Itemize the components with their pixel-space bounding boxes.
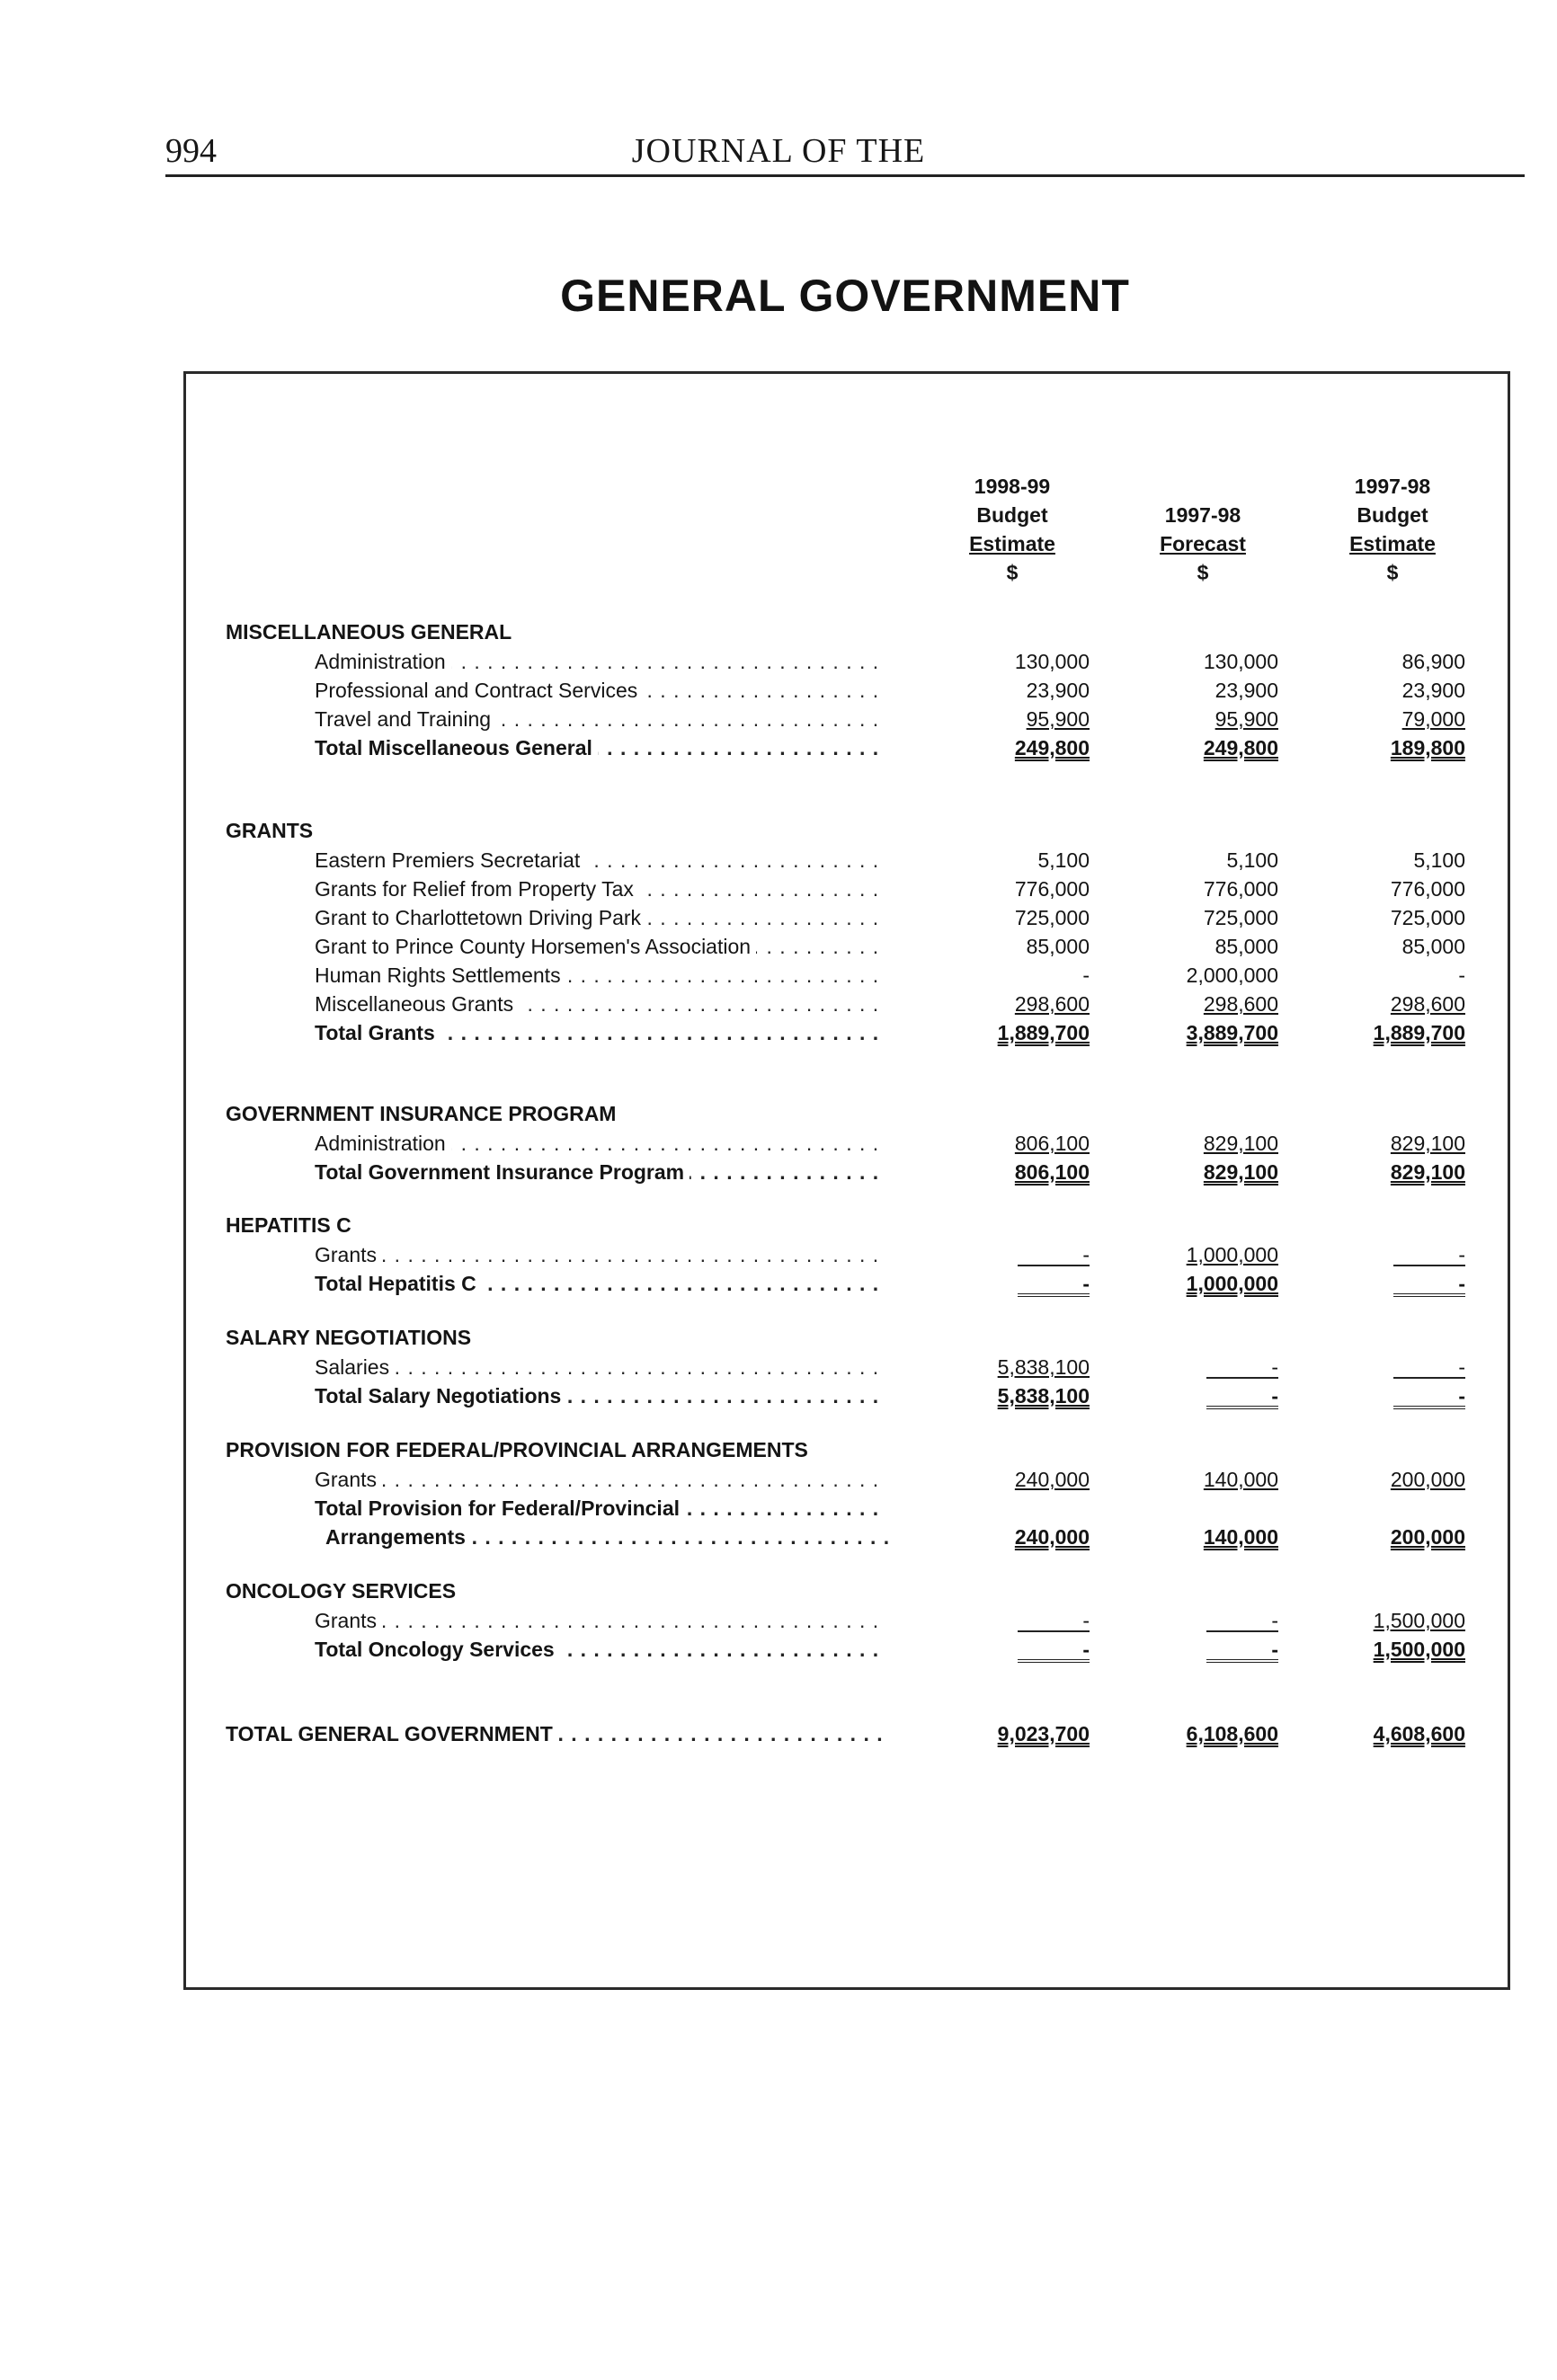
nil-dash: -: [1393, 1386, 1465, 1409]
table-row: [0, 1130, 1557, 1159]
section-heading: MISCELLANEOUS GENERAL: [226, 620, 512, 644]
cell-value: 1,889,700: [1373, 1021, 1465, 1044]
row-label: Administration . . .: [315, 1130, 885, 1157]
cell-value: 806,100: [1014, 1160, 1090, 1184]
cell-value: 130,000: [1014, 650, 1090, 673]
row-label: Arrangements . . .: [325, 1523, 896, 1550]
page-number: 994: [165, 132, 217, 170]
col3-line2: Budget: [1357, 503, 1428, 527]
row-label: Total Provision for Federal/Provincial . . .: [315, 1495, 885, 1522]
nil-dash: -: [1393, 1245, 1465, 1266]
cell-value: 5,100: [1226, 848, 1278, 872]
column-header-1997-98-forecast: [1104, 501, 1302, 587]
cell-value: 23,900: [1214, 679, 1278, 702]
grand-total-value: 6,108,600: [1186, 1722, 1278, 1745]
cell-value: 240,000: [1014, 1525, 1090, 1549]
cell-value: 3,889,700: [1186, 1021, 1278, 1044]
cell-value: 1,500,000: [1373, 1638, 1465, 1661]
running-head: JOURNAL OF THE: [631, 132, 926, 170]
col3-line1: 1997-98: [1354, 475, 1431, 498]
cell-value: [928, 1607, 1090, 1634]
cell-value: 240,000: [1014, 1468, 1090, 1491]
table-row-total-label-line1: [0, 1495, 1557, 1523]
cell-value: 2,000,000: [1186, 964, 1278, 987]
col1-unit: $: [1006, 561, 1019, 584]
cell-value: 95,900: [1026, 707, 1090, 731]
nil-dash: -: [1018, 1611, 1090, 1632]
table-row: [0, 1241, 1557, 1270]
cell-value: 776,000: [1390, 877, 1465, 901]
table-row: [0, 875, 1557, 904]
section-heading: ONCOLOGY SERVICES: [226, 1579, 457, 1603]
cell-value: [1303, 1270, 1465, 1297]
col3-unit: $: [1386, 561, 1399, 584]
cell-value: 1,500,000: [1373, 1609, 1465, 1632]
section-heading: GRANTS: [226, 819, 314, 842]
row-label: Grant to Prince County Horsemen's Association . . .: [315, 933, 885, 960]
cell-value: 725,000: [1390, 906, 1465, 929]
table-row-total: [0, 734, 1557, 763]
cell-value: 200,000: [1390, 1468, 1465, 1491]
cell-value: 189,800: [1390, 736, 1465, 759]
cell-value: 79,000: [1401, 707, 1465, 731]
table-row: [0, 904, 1557, 933]
table-row: [0, 648, 1557, 677]
cell-value: 23,900: [1026, 679, 1090, 702]
cell-value: 725,000: [1203, 906, 1278, 929]
row-label: Grants . . .: [315, 1466, 885, 1493]
table-row-total: [0, 1019, 1557, 1048]
row-label: Professional and Contract Services . . .: [315, 677, 885, 704]
cell-value: -: [1458, 964, 1465, 987]
col2-line2: 1997-98: [1164, 503, 1241, 527]
cell-value: 806,100: [1014, 1132, 1090, 1155]
cell-value: 829,100: [1203, 1132, 1278, 1155]
cell-value: 86,900: [1401, 650, 1465, 673]
row-label: Total Oncology Services . . .: [315, 1636, 885, 1663]
cell-value: [928, 1270, 1090, 1297]
table-row-total: [0, 1159, 1557, 1187]
cell-value: 85,000: [1214, 935, 1278, 958]
cell-value: [1117, 1607, 1278, 1634]
cell-value: [928, 1241, 1090, 1268]
col2-line3: Forecast: [1160, 532, 1246, 555]
col1-line2: Budget: [976, 503, 1048, 527]
cell-value: 298,600: [1390, 992, 1465, 1016]
grand-total-value: 9,023,700: [997, 1722, 1090, 1745]
cell-value: 5,100: [1413, 848, 1465, 872]
table-row-total: [0, 1523, 1557, 1552]
cell-value: 1,889,700: [997, 1021, 1090, 1044]
cell-value: 249,800: [1203, 736, 1278, 759]
grand-total-label: TOTAL GENERAL GOVERNMENT . . .: [226, 1720, 885, 1747]
row-label: Grant to Charlottetown Driving Park . . .: [315, 904, 885, 931]
table-row: [0, 1607, 1557, 1636]
section-heading: HEPATITIS C: [226, 1213, 351, 1237]
cell-value: 200,000: [1390, 1525, 1465, 1549]
section-heading: SALARY NEGOTIATIONS: [226, 1326, 472, 1349]
table-row-total: [0, 1270, 1557, 1299]
cell-value: [1303, 1241, 1465, 1268]
cell-value: 829,100: [1390, 1160, 1465, 1184]
cell-value: 829,100: [1203, 1160, 1278, 1184]
cell-value: [1117, 1354, 1278, 1381]
row-label: Miscellaneous Grants . . .: [315, 990, 885, 1017]
cell-value: 130,000: [1203, 650, 1278, 673]
cell-value: [1117, 1636, 1278, 1663]
cell-value: 1,000,000: [1186, 1272, 1278, 1295]
cell-value: 829,100: [1390, 1132, 1465, 1155]
column-header-1998-99-estimate: [913, 472, 1111, 587]
table-row: [0, 677, 1557, 706]
section-heading: PROVISION FOR FEDERAL/PROVINCIAL ARRANGEMENTS: [226, 1438, 808, 1461]
cell-value: 5,838,100: [997, 1384, 1090, 1408]
nil-dash: -: [1018, 1274, 1090, 1297]
nil-dash: -: [1206, 1357, 1278, 1379]
cell-value: 249,800: [1014, 736, 1090, 759]
nil-dash: -: [1018, 1639, 1090, 1663]
column-header-1997-98-estimate: [1294, 472, 1491, 587]
table-row: [0, 1354, 1557, 1382]
row-label: Grants . . .: [315, 1607, 885, 1634]
row-label: Travel and Training . . .: [315, 706, 885, 733]
cell-value: [1117, 1382, 1278, 1409]
cell-value: 140,000: [1203, 1468, 1278, 1491]
table-row: [0, 1466, 1557, 1495]
nil-dash: -: [1393, 1274, 1465, 1297]
cell-value: 725,000: [1014, 906, 1090, 929]
table-row: [0, 962, 1557, 990]
cell-value: 5,838,100: [997, 1355, 1090, 1379]
grand-total-value: 4,608,600: [1373, 1722, 1465, 1745]
cell-value: [1303, 1354, 1465, 1381]
nil-dash: -: [1393, 1357, 1465, 1379]
cell-value: 298,600: [1014, 992, 1090, 1016]
cell-value: 5,100: [1037, 848, 1090, 872]
nil-dash: -: [1018, 1245, 1090, 1266]
col1-line3: Estimate: [969, 532, 1055, 555]
cell-value: 298,600: [1203, 992, 1278, 1016]
col1-line1: 1998-99: [974, 475, 1051, 498]
row-label: Total Hepatitis C . . .: [315, 1270, 885, 1297]
row-label: Total Miscellaneous General . . .: [315, 734, 885, 761]
row-label: Total Government Insurance Program . . .: [315, 1159, 885, 1186]
cell-value: 85,000: [1026, 935, 1090, 958]
page-title: GENERAL GOVERNMENT: [560, 271, 1130, 321]
row-label: Human Rights Settlements . . .: [315, 962, 885, 989]
row-label: Administration . . .: [315, 648, 885, 675]
nil-dash: -: [1206, 1611, 1278, 1632]
cell-value: [1303, 1382, 1465, 1409]
cell-value: 140,000: [1203, 1525, 1278, 1549]
cell-value: 776,000: [1014, 877, 1090, 901]
table-row: [0, 706, 1557, 734]
nil-dash: -: [1206, 1639, 1278, 1663]
header-rule: [165, 174, 1525, 177]
row-label: Eastern Premiers Secretariat . . .: [315, 847, 885, 874]
row-label: Salaries . . .: [315, 1354, 885, 1381]
row-label: Total Grants . . .: [315, 1019, 885, 1046]
section-heading: GOVERNMENT INSURANCE PROGRAM: [226, 1102, 617, 1125]
cell-value: 95,900: [1214, 707, 1278, 731]
cell-value: 1,000,000: [1186, 1243, 1278, 1266]
table-row: [0, 990, 1557, 1019]
grand-total-row: [0, 1720, 1557, 1749]
cell-value: 23,900: [1401, 679, 1465, 702]
table-row: [0, 933, 1557, 962]
nil-dash: -: [1206, 1386, 1278, 1409]
row-label: Grants for Relief from Property Tax . . .: [315, 875, 885, 902]
col2-unit: $: [1197, 561, 1209, 584]
table-row-total: [0, 1636, 1557, 1665]
row-label: Grants . . .: [315, 1241, 885, 1268]
cell-value: -: [1082, 964, 1090, 987]
row-label: Total Salary Negotiations . . .: [315, 1382, 885, 1409]
col3-line3: Estimate: [1349, 532, 1436, 555]
table-row-total: [0, 1382, 1557, 1411]
cell-value: 85,000: [1401, 935, 1465, 958]
table-row: [0, 847, 1557, 875]
cell-value: [928, 1636, 1090, 1663]
cell-value: 776,000: [1203, 877, 1278, 901]
